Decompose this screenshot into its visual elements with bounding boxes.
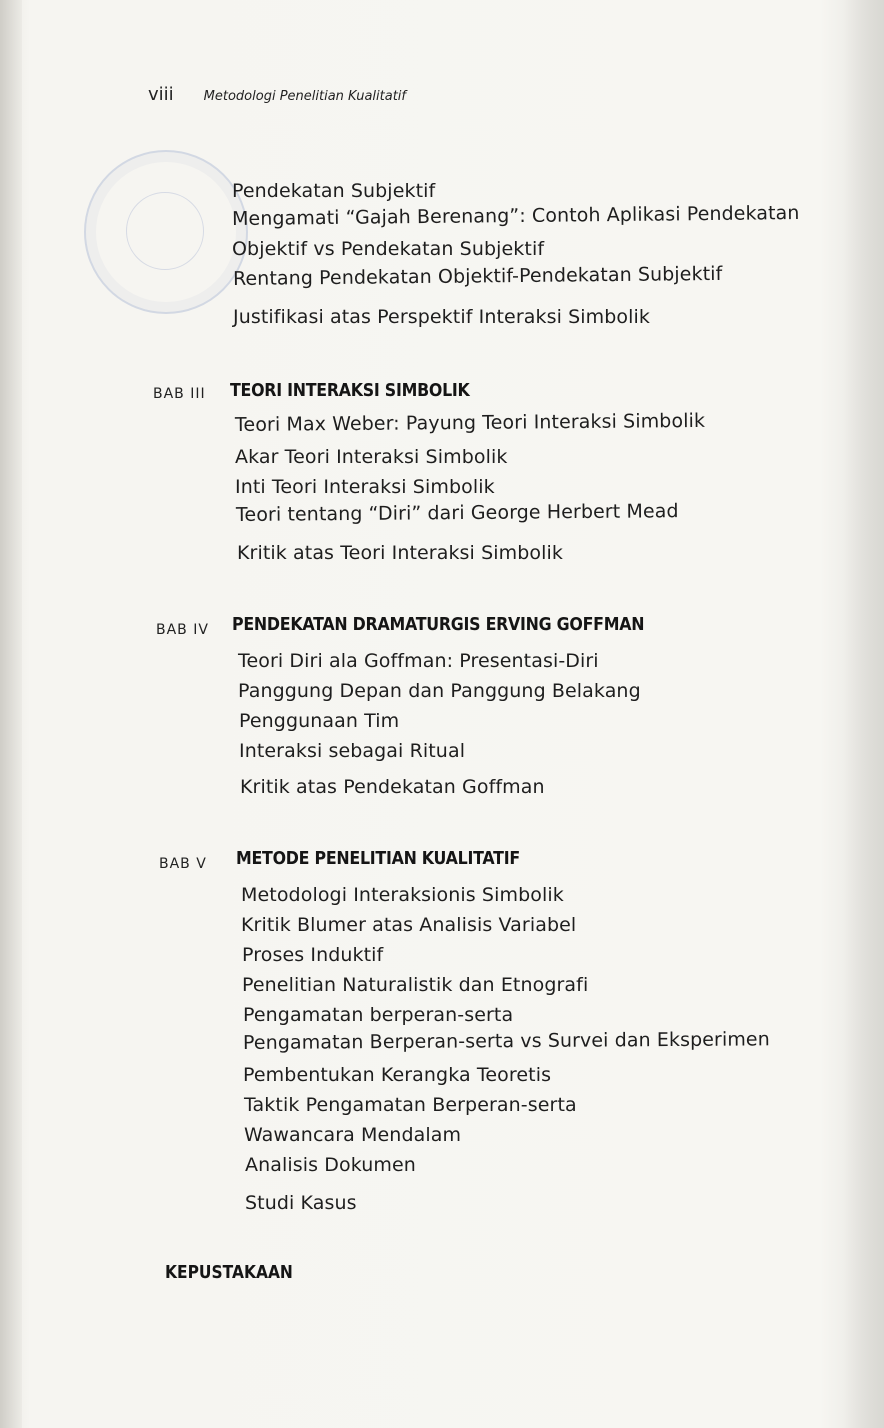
toc-entry: Akar Teori Interaksi Simbolik <box>235 446 508 468</box>
chapter-title: PENDEKATAN DRAMATURGIS ERVING GOFFMAN <box>232 614 645 635</box>
toc-entry: Pengamatan berperan-serta <box>243 1004 514 1026</box>
toc-entry: Rentang Pendekatan Objektif-Pendekatan Subjektif <box>232 262 723 290</box>
toc-entry: Wawancara Mendalam <box>244 1124 462 1146</box>
toc-entry: Penelitian Naturalistik dan Etnografi <box>242 974 589 996</box>
toc-entry: Pembentukan Kerangka Teoretis <box>243 1064 552 1086</box>
toc-entry: Objektif vs Pendekatan Subjektif <box>232 238 545 260</box>
page-edge-shadow <box>844 0 884 1428</box>
running-title: Metodologi Penelitian Kualitatif <box>203 89 406 104</box>
chapter-number: BAB III <box>153 386 206 402</box>
toc-entry: Proses Induktif <box>242 944 384 966</box>
bibliography-heading: KEPUSTAKAAN <box>165 1262 293 1283</box>
toc-entry: Teori tentang “Diri” dari George Herbert Mead <box>235 500 679 526</box>
toc-entry: Panggung Depan dan Panggung Belakang <box>238 680 641 702</box>
toc-entry: Mengamati “Gajah Berenang”: Contoh Aplikasi Pendekatan <box>231 202 800 230</box>
chapter-title: TEORI INTERAKSI SIMBOLIK <box>230 380 470 401</box>
page-gutter <box>0 0 22 1428</box>
toc-entry: Taktik Pengamatan Berperan-serta <box>244 1094 577 1116</box>
toc-entry: Inti Teori Interaksi Simbolik <box>235 476 495 498</box>
toc-entry: Pengamatan Berperan-serta vs Survei dan Eksperimen <box>242 1028 770 1054</box>
page-header <box>148 84 406 105</box>
toc-entry: Metodologi Interaksionis Simbolik <box>241 884 564 906</box>
toc-entry: Kritik atas Teori Interaksi Simbolik <box>237 542 563 564</box>
library-stamp-icon <box>84 150 248 314</box>
toc-entry: Interaksi sebagai Ritual <box>239 740 466 762</box>
toc-entry: Kritik Blumer atas Analisis Variabel <box>241 914 577 936</box>
toc-entry: Kritik atas Pendekatan Goffman <box>240 776 545 798</box>
toc-entry: Pendekatan Subjektif <box>232 180 436 202</box>
toc-entry: Teori Max Weber: Payung Teori Interaksi Simbolik <box>234 409 706 436</box>
toc-entry: Teori Diri ala Goffman: Presentasi-Diri <box>238 650 599 672</box>
toc-entry: Analisis Dokumen <box>245 1154 416 1176</box>
toc-entry: Studi Kasus <box>245 1192 357 1214</box>
page-number: viii <box>148 84 174 105</box>
chapter-title: METODE PENELITIAN KUALITATIF <box>236 848 520 869</box>
toc-entry: Justifikasi atas Perspektif Interaksi Simbolik <box>233 306 650 328</box>
chapter-number: BAB IV <box>156 622 209 638</box>
toc-entry: Penggunaan Tim <box>239 710 400 732</box>
chapter-number: BAB V <box>159 856 207 872</box>
